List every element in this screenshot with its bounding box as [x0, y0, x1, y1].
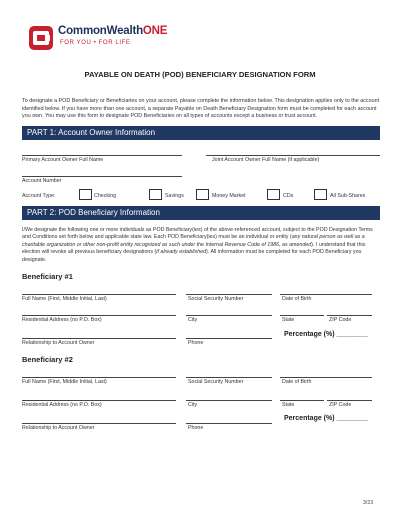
account-number-label: Account Number [22, 178, 62, 184]
primary-owner-name-field[interactable] [22, 155, 182, 156]
beneficiary-1-phone-field[interactable] [186, 338, 272, 339]
part1-header: PART 1: Account Owner Information [22, 126, 380, 140]
beneficiary-2-phone-field[interactable] [186, 423, 272, 424]
beneficiary-2-ssn-label: Social Security Number [188, 379, 244, 385]
beneficiary-2-relationship-field[interactable] [22, 423, 176, 424]
beneficiary-1-phone-label: Phone [188, 340, 204, 346]
beneficiary-1-address-field[interactable] [22, 315, 176, 316]
checking-checkbox[interactable] [79, 189, 92, 200]
all-sub-shares-label: All Sub-Shares [330, 193, 366, 199]
cds-label: CDs [283, 193, 294, 199]
savings-checkbox[interactable] [149, 189, 162, 200]
beneficiary-2-full-name-field[interactable] [22, 377, 176, 378]
beneficiary-1-zip-label: ZIP Code [329, 317, 352, 323]
beneficiary-2-zip-label: ZIP Code [329, 402, 352, 408]
part2-header: PART 2: POD Beneficiary Information [22, 206, 380, 220]
beneficiary-2-zip-field[interactable] [327, 400, 372, 401]
money-market-checkbox[interactable] [196, 189, 209, 200]
beneficiary-1-city-label: City [188, 317, 198, 323]
beneficiary-2-percentage-field[interactable]: Percentage (%) ________ [284, 415, 368, 422]
beneficiary-2-city-label: City [188, 402, 198, 408]
intro-text: To designate a POD Beneficiary or Beneficiaries on your account, please complete the information below. This designation applies only to the account identified below. If you have more than one account, a separate Payable on Death Beneficiary Designation form must be completed for each account you own. You may use this form to designate POD Beneficiaries on all types of accounts except a business or trust account. [22, 98, 380, 120]
beneficiary-1-percentage-field[interactable]: Percentage (%) ________ [284, 331, 368, 338]
beneficiary-1-zip-field[interactable] [327, 315, 372, 316]
beneficiary-1-heading: Beneficiary #1 [22, 272, 73, 281]
beneficiary-1-dob-label: Date of Birth [282, 296, 312, 302]
form-title: PAYABLE ON DEATH (POD) BENEFICIARY DESIGNATION FORM [84, 70, 316, 79]
beneficiary-2-address-label: Residential Address (no P.O. Box) [22, 402, 102, 408]
beneficiary-2-address-field[interactable] [22, 400, 176, 401]
primary-owner-name-label: Primary Account Owner Full Name [22, 157, 104, 163]
beneficiary-1-full-name-label: Full Name (First, Middle Initial, Last) [22, 296, 107, 302]
beneficiary-2-dob-label: Date of Birth [282, 379, 312, 385]
beneficiary-1-dob-field[interactable] [280, 294, 372, 295]
page-number: 3/23 [363, 500, 374, 506]
checking-label: Checking [94, 193, 117, 199]
beneficiary-1-state-field[interactable] [280, 315, 324, 316]
brand-tagline: FOR YOU • FOR LIFE [60, 40, 131, 46]
beneficiary-2-state-label: State [282, 402, 295, 408]
beneficiary-2-heading: Beneficiary #2 [22, 355, 73, 364]
money-market-label: Money Market [212, 193, 246, 199]
joint-owner-name-field[interactable] [206, 155, 380, 156]
brand-name: CommonWealthONE [58, 25, 168, 37]
joint-owner-name-label: Joint Account Owner Full Name (if applicable) [212, 157, 320, 163]
beneficiary-1-relationship-field[interactable] [22, 338, 176, 339]
beneficiary-1-ssn-label: Social Security Number [188, 296, 244, 302]
all-sub-shares-checkbox[interactable] [314, 189, 327, 200]
beneficiary-1-address-label: Residential Address (no P.O. Box) [22, 317, 102, 323]
account-number-field[interactable] [22, 176, 182, 177]
beneficiary-2-dob-field[interactable] [280, 377, 372, 378]
designation-terms: I/We designate the following one or more individuals as POD Beneficiary(ies) of the above-referenced account, subject to the POD Designation Terms and Conditions set forth below and applicable state law. Each POD Beneficiary(ies) must be an individual or entity (any natural person as well as a charitable organization or other non-profit entity recognized as such under the Internal Revenue Code of 1986, as amended). I understand that this election will revoke all previous beneficiary designations (if already established). All information must be completed for each POD Beneficiary you designate. [22, 227, 373, 263]
beneficiary-2-city-field[interactable] [186, 400, 272, 401]
brand-logo-icon [28, 25, 54, 51]
savings-label: Savings [165, 193, 184, 199]
beneficiary-2-relationship-label: Relationship to Account Owner [22, 425, 95, 431]
beneficiary-1-relationship-label: Relationship to Account Owner [22, 340, 95, 346]
beneficiary-2-phone-label: Phone [188, 425, 204, 431]
beneficiary-2-full-name-label: Full Name (First, Middle Initial, Last) [22, 379, 107, 385]
beneficiary-1-city-field[interactable] [186, 315, 272, 316]
beneficiary-1-ssn-field[interactable] [186, 294, 272, 295]
account-type-label: Account Type: [22, 193, 56, 199]
beneficiary-2-state-field[interactable] [280, 400, 324, 401]
beneficiary-1-state-label: State [282, 317, 295, 323]
cds-checkbox[interactable] [267, 189, 280, 200]
beneficiary-1-full-name-field[interactable] [22, 294, 176, 295]
beneficiary-2-ssn-field[interactable] [186, 377, 272, 378]
